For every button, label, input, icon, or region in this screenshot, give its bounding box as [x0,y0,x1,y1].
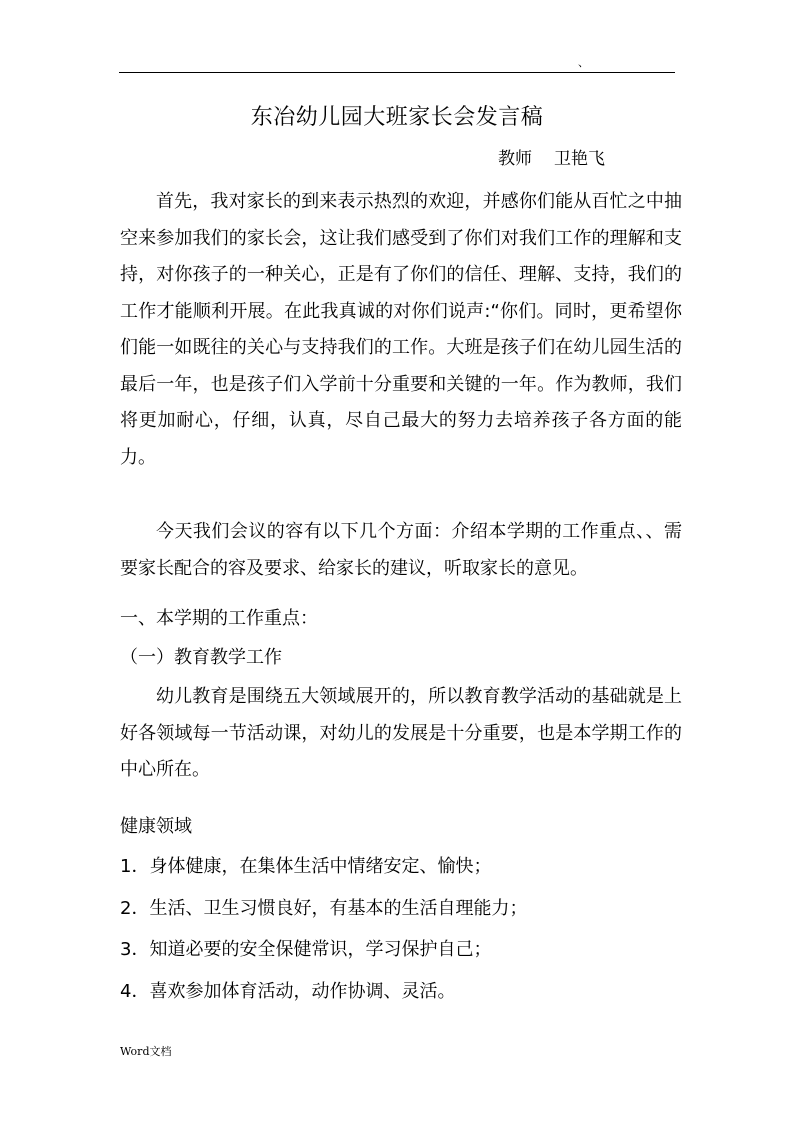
author-line [498,147,605,171]
list-item: 1．身体健康，在集体生活中情绪安定、愉快； [120,856,492,877]
list-item: 3．知道必要的安全保健常识，学习保护自己； [120,939,492,960]
header-rule [119,72,675,73]
list-item: 2．生活、卫生习惯良好，有基本的生活自理能力； [120,898,528,919]
paragraph-agenda: 今天我们会议的容有以下几个方面：介绍本学期的工作重点、、需要家长配合的容及要求、给家长的建议，听取家长的意见。 [120,521,682,579]
paragraph-education: 幼儿教育是围绕五大领域展开的，所以教育教学活动的基础就是上好各领域每一节活动课，对幼儿的发展是十分重要，也是本学期工作的中心所在。 [120,686,682,780]
section-heading-work-focus: 一、本学期的工作重点： [120,608,318,629]
list-item: 4．喜欢参加体育活动，动作协调、灵活。 [120,981,456,1002]
author-name: 卫艳飞 [554,149,605,169]
footer-label: Word文档 [120,1045,172,1058]
document-title: 东冶幼儿园大班家长会发言稿 [250,105,544,130]
author-role: 教师 [498,149,532,169]
header-mark: 、 [578,56,589,69]
paragraph-welcome: 首先，我对家长的到来表示热烈的欢迎，并感你们能从百忙之中抽空来参加我们的家长会，这让我们感受到了你们对我们工作的理解和支持，对你孩子的一种关心，正是有了你们的信任、理解、支持，我们的工作才能顺利开展。在此我真诚的对你们说声:“你们。同时，更希望你们能一如既往的关心与支持我们的工作。大班是孩子们在幼儿园生活的最后一年，也是孩子们入学前十分重要和关键的一年。作为教师，我们将更加耐心，仔细，认真，尽自己最大的努力去培养孩子各方面的能力。 [120,191,682,468]
health-domain-heading: 健康领域 [120,816,192,837]
subsection-heading-teaching: （一）教育教学工作 [120,647,282,668]
